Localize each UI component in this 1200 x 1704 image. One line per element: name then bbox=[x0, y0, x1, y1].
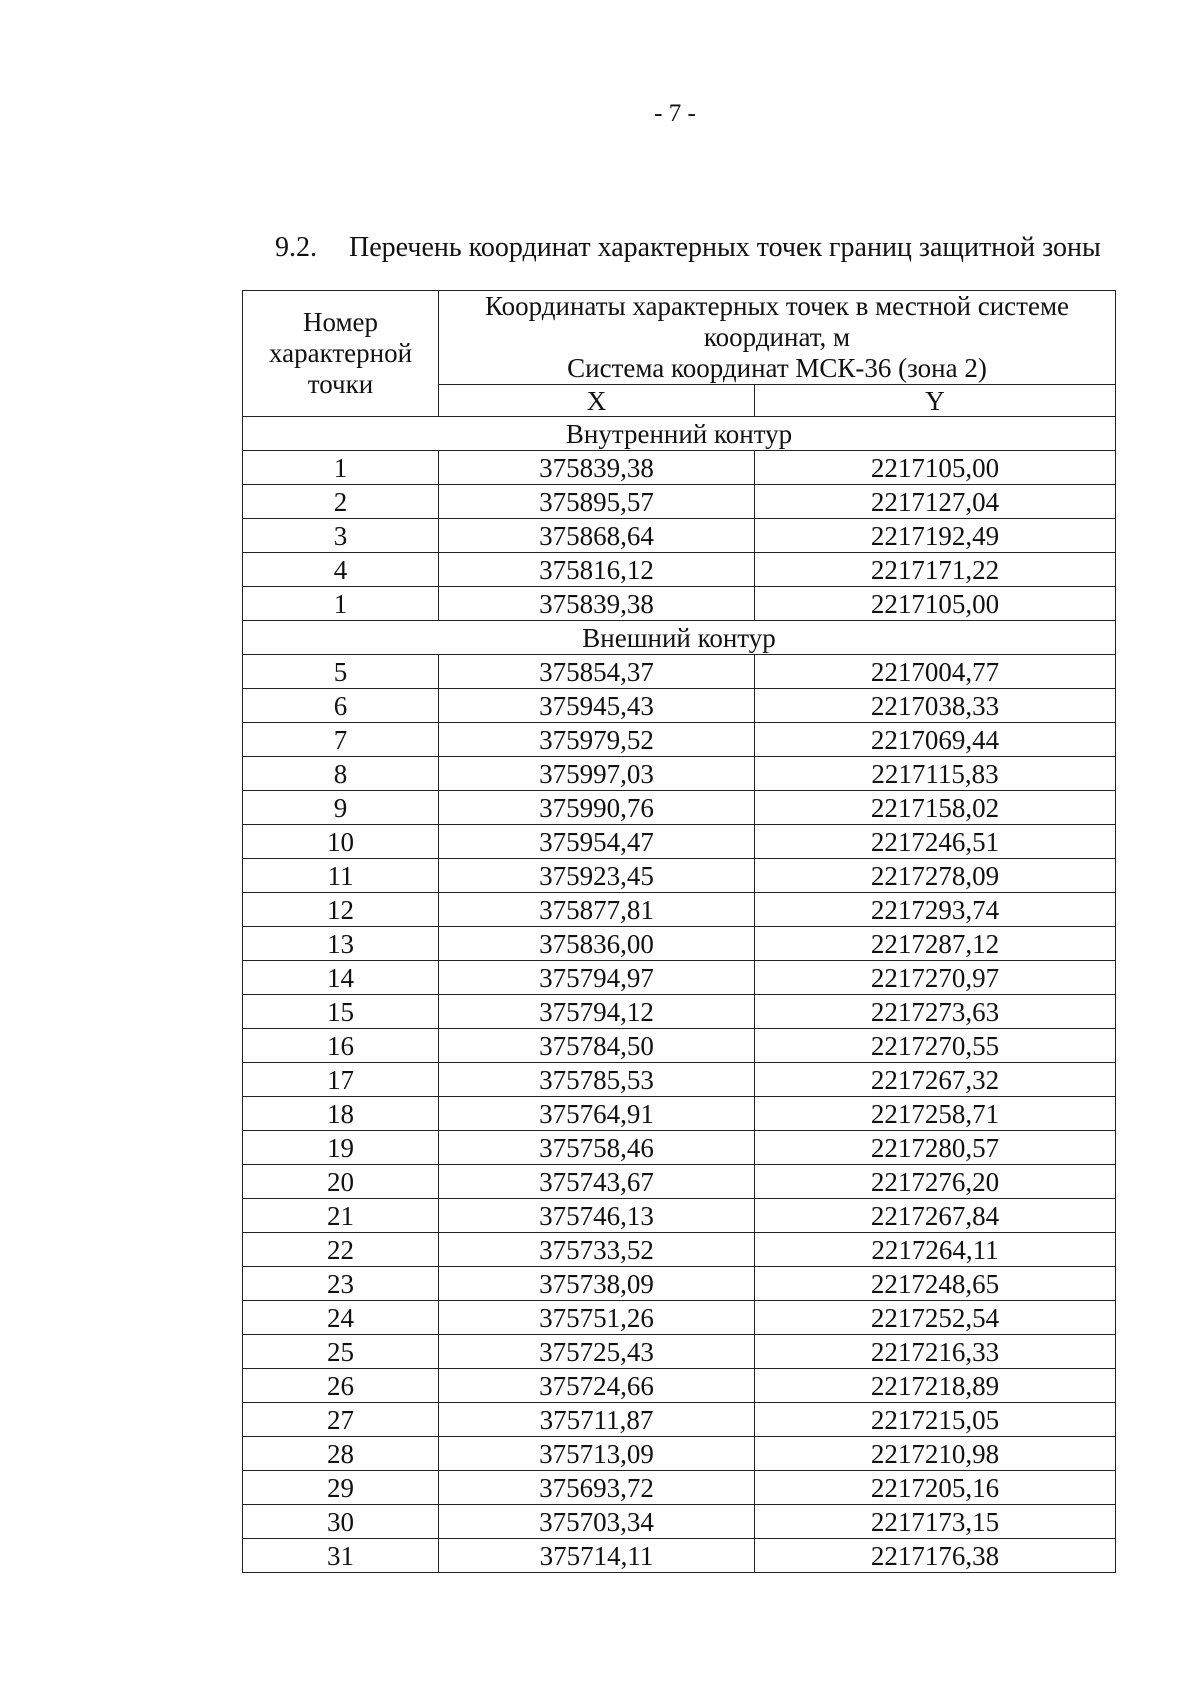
y-coordinate-cell: 2217264,11 bbox=[755, 1233, 1116, 1267]
x-coordinate-cell: 375816,12 bbox=[439, 553, 755, 587]
y-coordinate-cell: 2217252,54 bbox=[755, 1301, 1116, 1335]
page-number: - 7 - bbox=[654, 100, 696, 127]
x-coordinate-cell: 375738,09 bbox=[439, 1267, 755, 1301]
x-coordinate-cell: 375990,76 bbox=[439, 791, 755, 825]
y-coordinate-cell: 2217127,04 bbox=[755, 485, 1116, 519]
point-number-cell: 1 bbox=[243, 587, 439, 621]
y-coordinate-cell: 2217246,51 bbox=[755, 825, 1116, 859]
table-row bbox=[243, 1199, 1116, 1233]
x-coordinate-cell: 375854,37 bbox=[439, 655, 755, 689]
table-row bbox=[243, 1335, 1116, 1369]
point-number-cell: 13 bbox=[243, 927, 439, 961]
header-coordinates-line3: Система координат МСК-36 (зона 2) bbox=[567, 353, 987, 383]
table-row bbox=[243, 825, 1116, 859]
point-number-cell: 9 bbox=[243, 791, 439, 825]
x-coordinate-cell: 375743,67 bbox=[439, 1165, 755, 1199]
point-number-cell: 22 bbox=[243, 1233, 439, 1267]
y-coordinate-cell: 2217270,97 bbox=[755, 961, 1116, 995]
x-coordinate-cell: 375693,72 bbox=[439, 1471, 755, 1505]
point-number-cell: 1 bbox=[243, 451, 439, 485]
point-number-cell: 6 bbox=[243, 689, 439, 723]
table-row bbox=[243, 1029, 1116, 1063]
table-row bbox=[243, 485, 1116, 519]
x-coordinate-cell: 375945,43 bbox=[439, 689, 755, 723]
point-number-cell: 7 bbox=[243, 723, 439, 757]
section-row bbox=[243, 417, 1116, 451]
point-number-cell: 29 bbox=[243, 1471, 439, 1505]
section-row-title: Внутренний контур bbox=[243, 417, 1116, 451]
y-coordinate-cell: 2217216,33 bbox=[755, 1335, 1116, 1369]
x-coordinate-cell: 375923,45 bbox=[439, 859, 755, 893]
y-coordinate-cell: 2217215,05 bbox=[755, 1403, 1116, 1437]
y-coordinate-cell: 2217287,12 bbox=[755, 927, 1116, 961]
y-coordinate-cell: 2217171,22 bbox=[755, 553, 1116, 587]
header-y: Y bbox=[755, 385, 1116, 417]
x-coordinate-cell: 375839,38 bbox=[439, 451, 755, 485]
table-row bbox=[243, 927, 1116, 961]
point-number-cell: 30 bbox=[243, 1505, 439, 1539]
y-coordinate-cell: 2217218,89 bbox=[755, 1369, 1116, 1403]
point-number-cell: 28 bbox=[243, 1437, 439, 1471]
y-coordinate-cell: 2217105,00 bbox=[755, 451, 1116, 485]
header-coordinates-line2: координат, м bbox=[703, 322, 851, 352]
point-number-cell: 2 bbox=[243, 485, 439, 519]
section-row bbox=[243, 621, 1116, 655]
point-number-cell: 4 bbox=[243, 553, 439, 587]
y-coordinate-cell: 2217258,71 bbox=[755, 1097, 1116, 1131]
x-coordinate-cell: 375725,43 bbox=[439, 1335, 755, 1369]
x-coordinate-cell: 375785,53 bbox=[439, 1063, 755, 1097]
table-row bbox=[243, 655, 1116, 689]
point-number-cell: 20 bbox=[243, 1165, 439, 1199]
y-coordinate-cell: 2217273,63 bbox=[755, 995, 1116, 1029]
y-coordinate-cell: 2217210,98 bbox=[755, 1437, 1116, 1471]
point-number-cell: 8 bbox=[243, 757, 439, 791]
table-row bbox=[243, 1505, 1116, 1539]
point-number-cell: 3 bbox=[243, 519, 439, 553]
point-number-cell: 26 bbox=[243, 1369, 439, 1403]
header-coordinates bbox=[439, 291, 1116, 385]
table-row bbox=[243, 1063, 1116, 1097]
x-coordinate-cell: 375877,81 bbox=[439, 893, 755, 927]
x-coordinate-cell: 375764,91 bbox=[439, 1097, 755, 1131]
x-coordinate-cell: 375794,97 bbox=[439, 961, 755, 995]
point-number-cell: 11 bbox=[243, 859, 439, 893]
x-coordinate-cell: 375746,13 bbox=[439, 1199, 755, 1233]
table-row bbox=[243, 587, 1116, 621]
table-row bbox=[243, 859, 1116, 893]
y-coordinate-cell: 2217176,38 bbox=[755, 1539, 1116, 1573]
y-coordinate-cell: 2217267,32 bbox=[755, 1063, 1116, 1097]
y-coordinate-cell: 2217270,55 bbox=[755, 1029, 1116, 1063]
y-coordinate-cell: 2217276,20 bbox=[755, 1165, 1116, 1199]
x-coordinate-cell: 375979,52 bbox=[439, 723, 755, 757]
table-row bbox=[243, 995, 1116, 1029]
x-coordinate-cell: 375703,34 bbox=[439, 1505, 755, 1539]
header-coordinates-line1: Координаты характерных точек в местной системе bbox=[484, 291, 1070, 321]
point-number-cell: 17 bbox=[243, 1063, 439, 1097]
point-number-cell: 25 bbox=[243, 1335, 439, 1369]
point-number-cell: 31 bbox=[243, 1539, 439, 1573]
table-row bbox=[243, 1539, 1116, 1573]
x-coordinate-cell: 375711,87 bbox=[439, 1403, 755, 1437]
x-coordinate-cell: 375839,38 bbox=[439, 587, 755, 621]
table-row bbox=[243, 1267, 1116, 1301]
point-number-cell: 16 bbox=[243, 1029, 439, 1063]
x-coordinate-cell: 375751,26 bbox=[439, 1301, 755, 1335]
table-row bbox=[243, 1233, 1116, 1267]
x-coordinate-cell: 375714,11 bbox=[439, 1539, 755, 1573]
point-number-cell: 27 bbox=[243, 1403, 439, 1437]
point-number-cell: 10 bbox=[243, 825, 439, 859]
point-number-cell: 15 bbox=[243, 995, 439, 1029]
y-coordinate-cell: 2217069,44 bbox=[755, 723, 1116, 757]
x-coordinate-cell: 375724,66 bbox=[439, 1369, 755, 1403]
section-number: 9.2. bbox=[275, 232, 317, 263]
point-number-cell: 5 bbox=[243, 655, 439, 689]
table-row bbox=[243, 553, 1116, 587]
table-row bbox=[243, 1471, 1116, 1505]
x-coordinate-cell: 375868,64 bbox=[439, 519, 755, 553]
x-coordinate-cell: 375954,47 bbox=[439, 825, 755, 859]
table-row bbox=[243, 1369, 1116, 1403]
section-title bbox=[275, 232, 1101, 264]
x-coordinate-cell: 375784,50 bbox=[439, 1029, 755, 1063]
table-row bbox=[243, 723, 1116, 757]
point-number-cell: 23 bbox=[243, 1267, 439, 1301]
table-row bbox=[243, 451, 1116, 485]
y-coordinate-cell: 2217105,00 bbox=[755, 587, 1116, 621]
x-coordinate-cell: 375997,03 bbox=[439, 757, 755, 791]
y-coordinate-cell: 2217278,09 bbox=[755, 859, 1116, 893]
table-row bbox=[243, 689, 1116, 723]
table-row bbox=[243, 1131, 1116, 1165]
y-coordinate-cell: 2217280,57 bbox=[755, 1131, 1116, 1165]
point-number-cell: 18 bbox=[243, 1097, 439, 1131]
table-row bbox=[243, 1165, 1116, 1199]
section-title-text: Перечень координат характерных точек границ защитной зоны bbox=[349, 232, 1101, 263]
point-number-cell: 21 bbox=[243, 1199, 439, 1233]
table-header bbox=[243, 291, 1116, 417]
point-number-cell: 12 bbox=[243, 893, 439, 927]
x-coordinate-cell: 375794,12 bbox=[439, 995, 755, 1029]
x-coordinate-cell: 375836,00 bbox=[439, 927, 755, 961]
x-coordinate-cell: 375733,52 bbox=[439, 1233, 755, 1267]
table-row bbox=[243, 791, 1116, 825]
y-coordinate-cell: 2217115,83 bbox=[755, 757, 1116, 791]
coordinates-table bbox=[242, 290, 1116, 1573]
x-coordinate-cell: 375895,57 bbox=[439, 485, 755, 519]
y-coordinate-cell: 2217038,33 bbox=[755, 689, 1116, 723]
x-coordinate-cell: 375713,09 bbox=[439, 1437, 755, 1471]
point-number-cell: 19 bbox=[243, 1131, 439, 1165]
y-coordinate-cell: 2217158,02 bbox=[755, 791, 1116, 825]
header-x: X bbox=[439, 385, 755, 417]
table-row bbox=[243, 893, 1116, 927]
y-coordinate-cell: 2217173,15 bbox=[755, 1505, 1116, 1539]
table-row bbox=[243, 1437, 1116, 1471]
y-coordinate-cell: 2217192,49 bbox=[755, 519, 1116, 553]
y-coordinate-cell: 2217293,74 bbox=[755, 893, 1116, 927]
table-row bbox=[243, 1097, 1116, 1131]
table-row bbox=[243, 1301, 1116, 1335]
table-row bbox=[243, 757, 1116, 791]
table-row bbox=[243, 1403, 1116, 1437]
y-coordinate-cell: 2217267,84 bbox=[755, 1199, 1116, 1233]
header-point-number: Номер характерной точки bbox=[243, 291, 439, 417]
x-coordinate-cell: 375758,46 bbox=[439, 1131, 755, 1165]
table-row bbox=[243, 519, 1116, 553]
table-body bbox=[243, 417, 1116, 1573]
y-coordinate-cell: 2217248,65 bbox=[755, 1267, 1116, 1301]
section-row-title: Внешний контур bbox=[243, 621, 1116, 655]
table-row bbox=[243, 961, 1116, 995]
point-number-cell: 24 bbox=[243, 1301, 439, 1335]
y-coordinate-cell: 2217205,16 bbox=[755, 1471, 1116, 1505]
y-coordinate-cell: 2217004,77 bbox=[755, 655, 1116, 689]
point-number-cell: 14 bbox=[243, 961, 439, 995]
